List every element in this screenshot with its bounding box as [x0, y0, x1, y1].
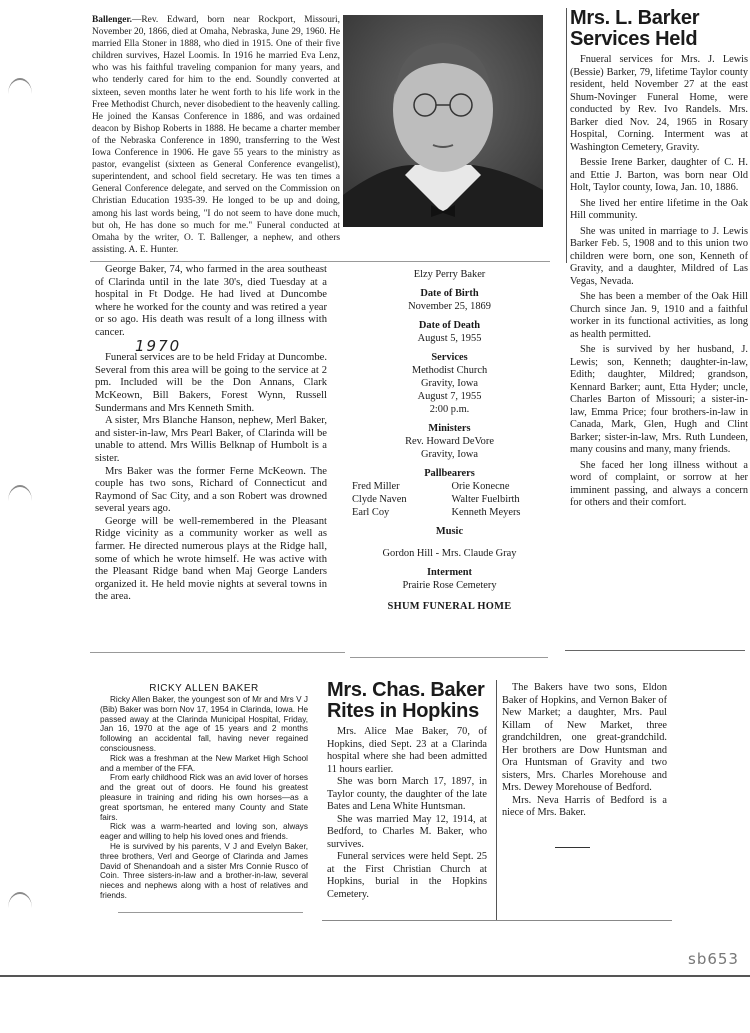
pallbearer: Clyde Naven [352, 494, 407, 505]
handwritten-year: 1970 [135, 336, 182, 355]
ricky-paragraph: Rick was a warm-hearted and loving son, always eager and willing to help his loved ones and friends. [100, 822, 308, 842]
barker-paragraph: Bessie Irene Barker, daughter of C. H. and Ettie J. Barton, was born near Old Holt, Taylor county, Iowa, Jan. 10, 1886. [570, 157, 748, 193]
column-rule [566, 8, 567, 263]
services-label: Services [431, 352, 468, 363]
music-performers: Gordon Hill - Mrs. Claude Gray [382, 548, 517, 559]
interment-label: Interment [426, 567, 472, 578]
barker-paragraph: Fnueral services for Mrs. J. Lewis (Bessie) Barker, 79, lifetime Taylor county resident, held November 27 at the east Shum-Novinger Funeral Home, were conducted by Rev. Ivo Randels. Mrs. Barker died Nov. 24, 1965 in Rosary Hospital, Corning. Interment was at Washington Cemetery, Gravity. [570, 54, 748, 153]
chas-paragraph: She was born March 17, 1897, in Taylor county, the daughter of the late Bates and Lena White Huntsman. [327, 776, 487, 812]
ballenger-obituary [92, 14, 340, 262]
chas-paragraph: Mrs. Alice Mae Baker, 70, of Hopkins, died Sept. 23 at a Clarinda hospital where she had been admitted 11 hours earlier. [327, 726, 487, 775]
barker-paragraph: She lived her entire lifetime in the Oak Hill community. [570, 197, 748, 221]
binder-hole-bottom [8, 892, 32, 908]
death-label: Date of Death [418, 320, 481, 331]
barker-paragraph: She is survived by her husband, J. Lewis; son, Kenneth; daughter-in-law, Edith; daughter, Mildred; grandson, Kennard Barker; aunt, Etta Hyder; uncle, Charles Barton of Missouri; a sister-in-law, Emma Price; four brothers-in-law in Canada, Mark, Glen, Hugh and Clint Barker; sister-in-law, Mrs. Ruth Lundeen, many cousins and many, many friends. [570, 344, 748, 455]
ballenger-text [92, 14, 340, 256]
music-label: Music [435, 526, 464, 537]
pallbearer: Orie Konecne [451, 481, 510, 492]
page-bottom-edge [0, 975, 750, 977]
ricky-baker-obituary [100, 683, 308, 948]
clipping-edge [350, 657, 548, 658]
clipping-edge [565, 650, 745, 651]
george-baker-obituary [95, 264, 327, 650]
birth-date: November 25, 1869 [408, 301, 491, 312]
george-paragraph: Funeral services are to be held Friday at Duncombe. Several from this area will be going to the service at 2 pm. Included will be the Don Annans, Clark McKeown, Bill Bakers, Forest Wynn, Russell Sundermans and Mrs Kenneth Smith. [95, 352, 327, 414]
clipping-edge [322, 920, 672, 921]
pallbearers-label: Pallbearers [424, 468, 475, 479]
chas-baker-obituary [327, 680, 487, 920]
chas-paragraph: She was married May 12, 1914, at Bedford, to Charles M. Baker, who survives. [327, 813, 487, 850]
services-line: Gravity, Iowa [420, 378, 479, 389]
column-rule [496, 680, 497, 920]
chas-paragraph: Funeral services were held Sept. 25 at the First Christian Church at Hopkins, burial in the Hopkins Cemetery. [327, 851, 487, 900]
chas-baker-obituary-continued [502, 682, 667, 862]
ricky-title: RICKY ALLEN BAKER [149, 683, 259, 694]
george-paragraph: A sister, Mrs Blanche Hanson, nephew, Merl Baker, and sister-in-law, Mrs Pearl Baker, of Clarinda will be unable to attend. Mrs Willis Belknap of Humbolt is a sister. [95, 415, 327, 464]
barker-paragraph: She has been a member of the Oak Hill Church since Jan. 9, 1910 and a faithful worker in its functional activities, as long as health permitted. [570, 291, 748, 340]
minister-line: Gravity, Iowa [420, 449, 479, 460]
ricky-body [100, 695, 308, 901]
clipping-edge [90, 652, 345, 653]
ballenger-name: Ballenger. [92, 15, 133, 25]
ricky-paragraph: Ricky Allen Baker, the youngest son of Mr and Mrs V J (Bib) Baker was born Nov 17, 1954 in Clarinda, Iowa. He passed away at the Clarinda Municipal Hospital, Friday, Jan 16, 1970 at the age of 15 years and 2 months following an accidental fall, having never regained consciousness. [100, 695, 308, 753]
ministers-label: Ministers [428, 423, 471, 434]
services-line: August 7, 1955 [417, 391, 482, 402]
ballenger-body: —Rev. Edward, born near Rockport, Missouri, November 20, 1866, died at Omaha, Nebraska, June 29, 1960. He married Ella Stoner in 1888, who died in 1915. One of their five children survives, Hazel Loomis. In 1916 he married Eva Lenz, who was his faithful traveling companion for many years, and who tenderly cared for him to the end. Soundly converted at sixteen, seven months later he went forth to his life work in the Free Methodist Church, never disobedient to the heavenly calling. He joined the Kansas Conference in 1886, and was ordained deacon by Bishop Roberts in 1888. He became a charter member of the Nebraska Conference in 1890, transferring to the West Iowa Conference in 1906. He gave 55 years to the ministry as pastor, evangelist (sixteen as General Conference evangelist), superintendent, and school field secretary. He was ten times a General Conference delegate, and served on the Commission on Christian Education 1935-39. He longed to be up and doing, among his last words being, "I do not seem to have done much, but oh, He has done so much for me." Funeral conducted at Omaha by the writer, O. T. Ballenger, a nephew, and others assisting. A. E. Hunter. [92, 15, 340, 255]
clipping-edge [90, 261, 550, 262]
pallbearer: Walter Fuelbirth [451, 494, 520, 505]
portrait-image [343, 15, 543, 227]
barker-body [570, 54, 748, 510]
page-reference: sb653 [688, 950, 739, 968]
chas-body [327, 726, 487, 901]
ricky-paragraph: Rick was a freshman at the New Market High School and a member of the FFA. [100, 753, 308, 773]
binder-hole-middle [8, 485, 32, 501]
george-paragraph: Mrs Baker was the former Ferne McKeown. The couple has two sons, Richard of Connecticut and Raymond of Sac City, and a son Robert was drowned several years ago. [95, 465, 327, 515]
services-line: 2:00 p.m. [429, 404, 470, 415]
pallbearer: Kenneth Meyers [451, 507, 521, 518]
ricky-paragraph: From early childhood Rick was an avid lover of horses and the great out of doors. He found his greatest pleasure in training and riding his own horses—as a great sportsman, he entered many County and State fairs. [100, 773, 308, 822]
barker-obituary [570, 8, 748, 648]
barker-headline: Mrs. L. Barker Services Held [570, 8, 700, 50]
portrait-photo [343, 15, 543, 227]
barker-paragraph: She faced her long illness without a word of complaint, or sorrow at her imminent passing, and always a concern for others and their comfort. [570, 459, 748, 508]
birth-label: Date of Birth [420, 288, 479, 299]
chas-paragraph: Mrs. Neva Harris of Bedford is a niece of Mrs. Baker. [502, 794, 667, 818]
interment-place: Prairie Rose Cemetery [402, 580, 497, 591]
barker-paragraph: She was united in marriage to J. Lewis Barker Feb. 5, 1908 and to this union two children were born, one son, Kenneth of Gravity, and a daughter, Mildred of Las Vegas, Nevada. [570, 225, 748, 287]
chas-paragraph: The Bakers have two sons, Eldon Baker of Hopkins, and Vernon Baker of New Market; a daughter, Mrs. Paul Killam of New Market, three grandchildren, one great-grandchild. Her brothers are Dow Huntsman and Ora Huntsman of Gravity and two sisters, Mrs. Charles Morehouse and Mrs. Dewey Morehouse of Bedford. [502, 682, 667, 793]
pallbearer: Fred Miller [352, 481, 400, 492]
elzy-baker-memorial-card [352, 268, 547, 658]
deceased-name: Elzy Perry Baker [413, 269, 486, 280]
funeral-home: SHUM FUNERAL HOME [387, 601, 512, 612]
chas-headline: Mrs. Chas. Baker Rites in Hopkins [327, 680, 485, 722]
george-paragraph: George Baker, 74, who farmed in the area southeast of Clarinda until in the late 30's, died Tuesday at a hospital in Ft Dodge. He had lived at Duncombe where he worked for the county and was retired a year or so ago. His death was result of a long illness with cancer. [95, 264, 327, 338]
george-paragraph: George will be well-remembered in the Pleasant Ridge vicinity as a community worker as well as farmer. He directed numerous plays at the Ridge hall, some of which he wrote himself. He was active with the Pleasant Ridge band when Maj George Landers organized it. He held movie nights at several towns in the area. [95, 515, 327, 603]
binder-hole-top [8, 78, 32, 94]
end-mark [555, 847, 590, 848]
minister-line: Rev. Howard DeVore [405, 436, 494, 447]
clipping-edge [118, 912, 303, 913]
pallbearers-list [352, 480, 547, 519]
pallbearer: Earl Coy [352, 507, 390, 518]
services-line: Methodist Church [411, 365, 488, 376]
death-date: August 5, 1955 [417, 333, 482, 344]
ricky-paragraph: He is survived by his parents, V J and Evelyn Baker, three brothers, Verl and George of Clarinda and James David of Shenandoah and a sister Mrs Connie Rusco of Coin. Three sisters-in-law and a brother-in-law, several nieces and nephews along with a host of relatives and friends. [100, 841, 308, 900]
chas-body-continued [502, 682, 667, 820]
george-body [95, 264, 327, 604]
